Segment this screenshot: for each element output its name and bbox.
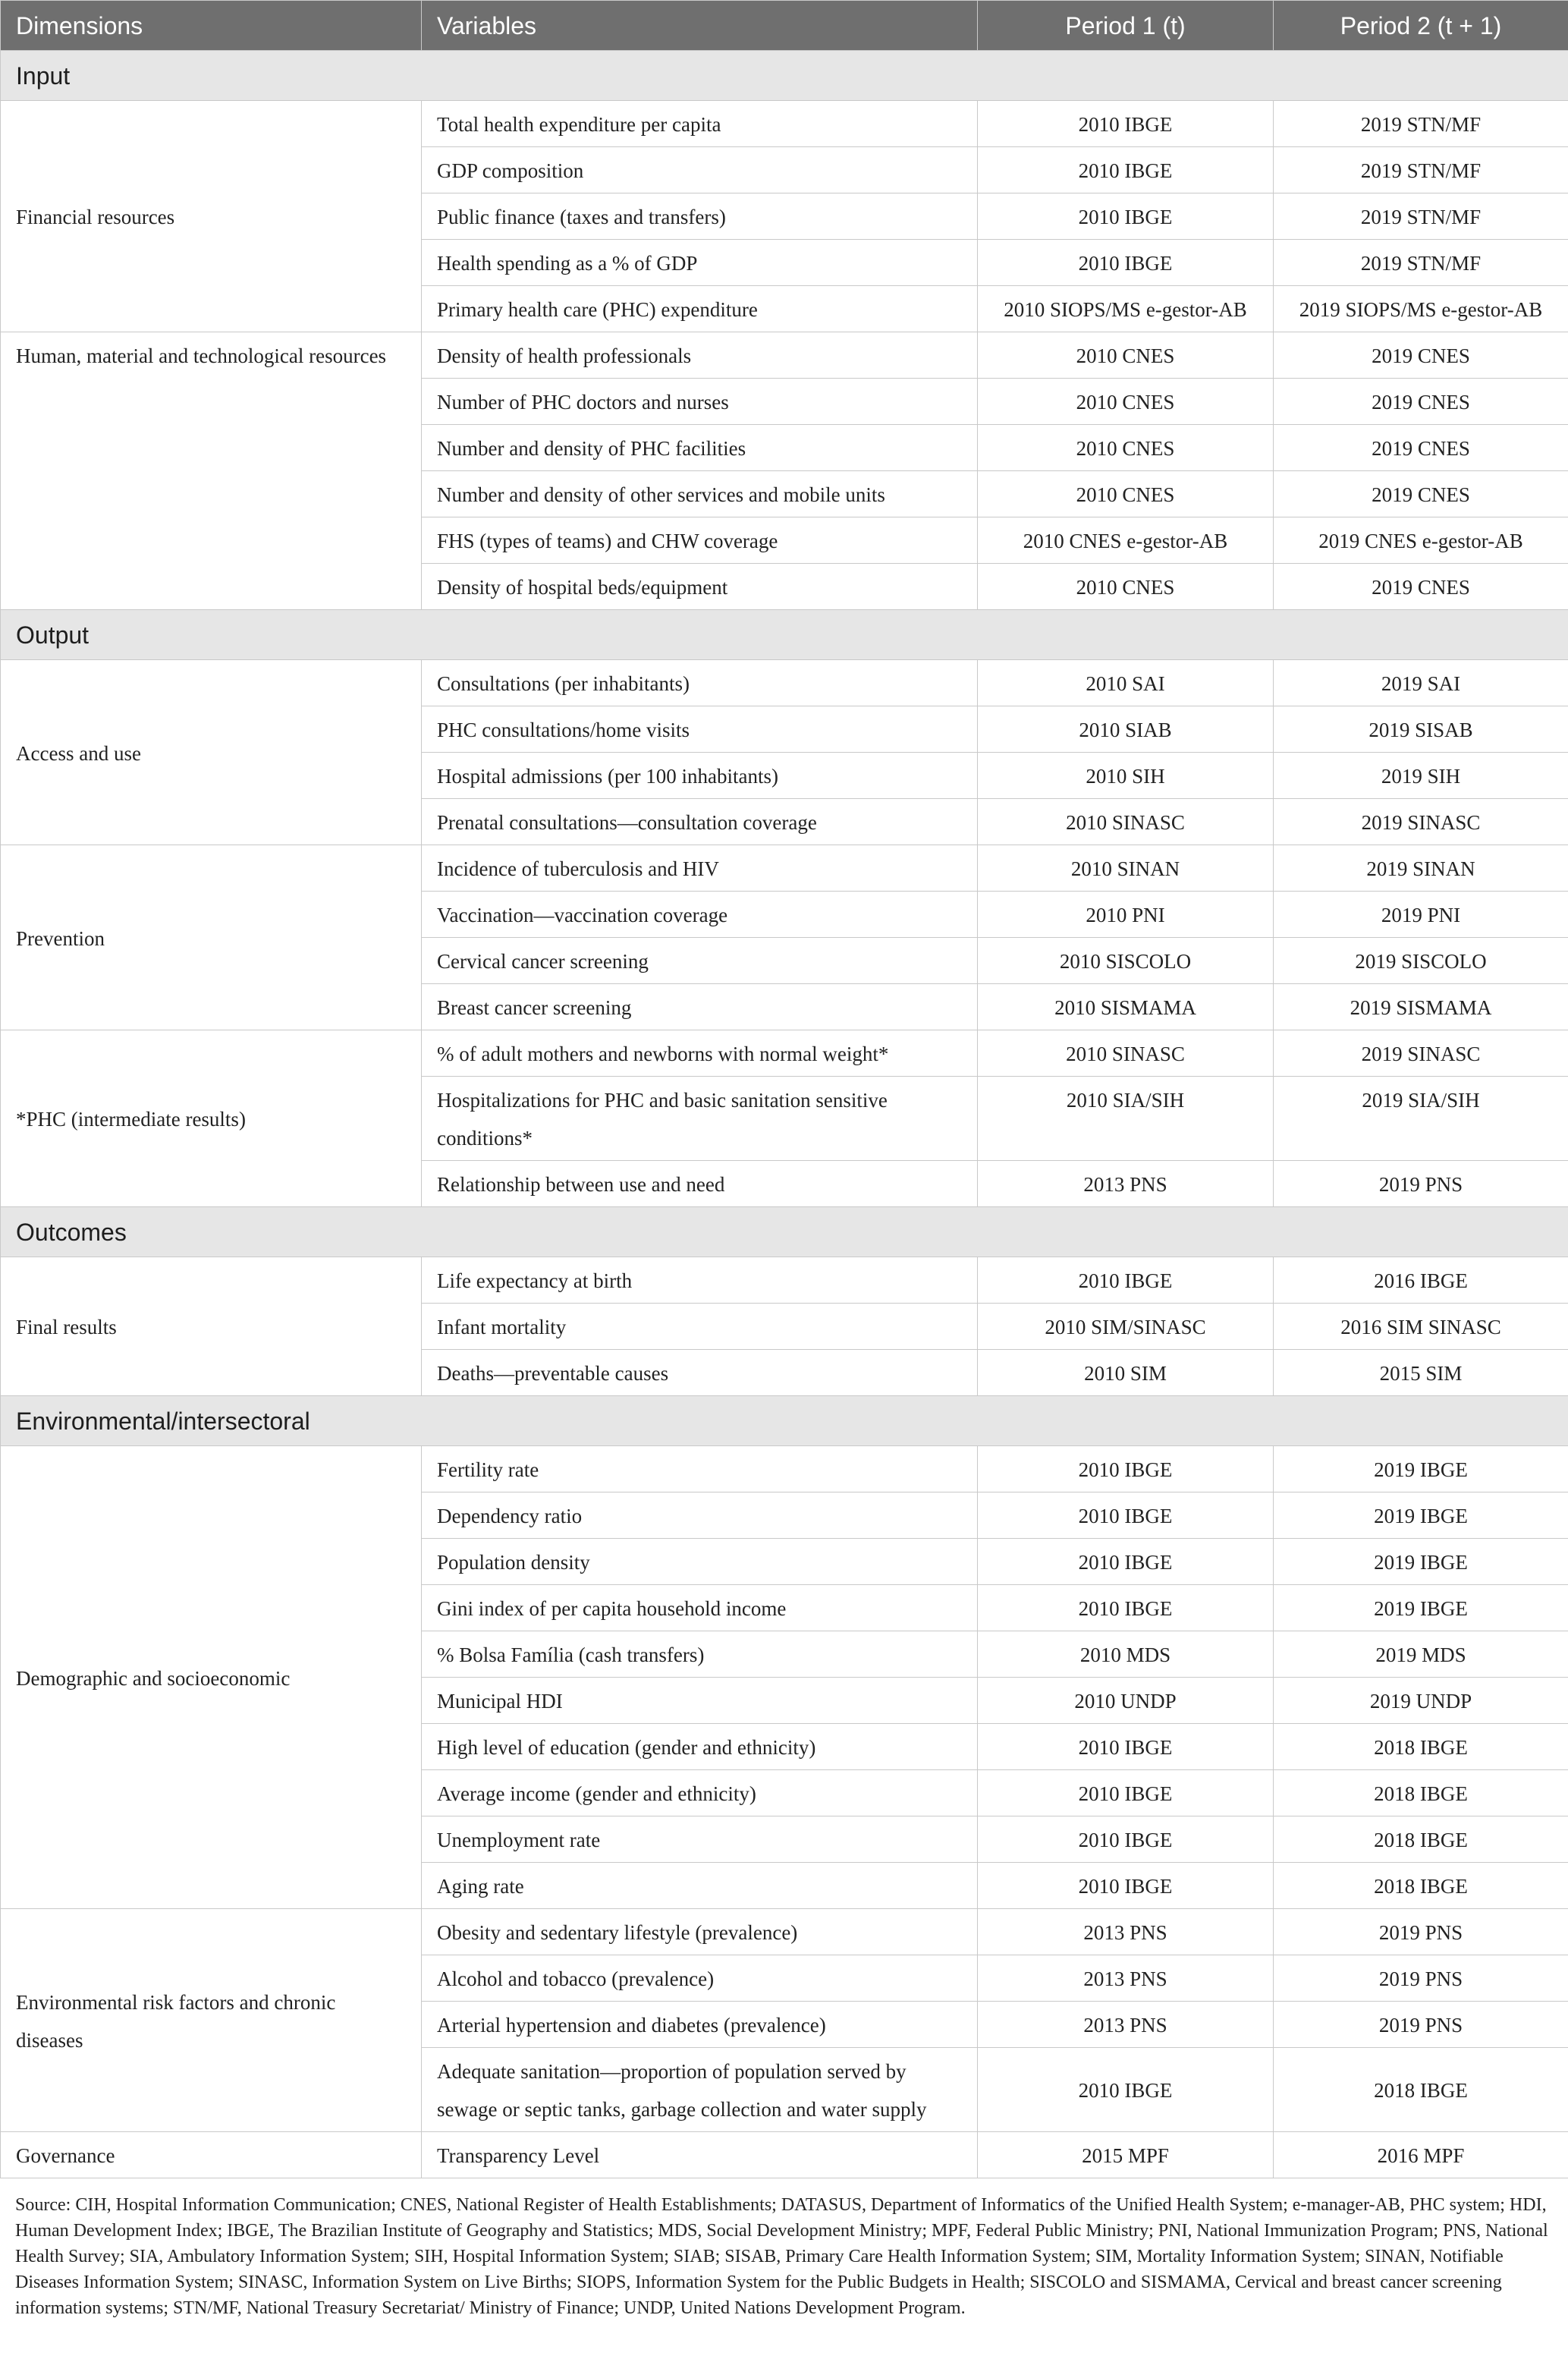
period-2-cell: 2018 IBGE — [1274, 2048, 1568, 2132]
section-title: Outcomes — [1, 1207, 1568, 1257]
header-period-2: Period 2 (t + 1) — [1274, 1, 1568, 51]
table-row — [1, 1909, 1568, 1955]
period-1-cell: 2013 PNS — [978, 2002, 1274, 2048]
dimension-cell: Environmental risk factors and chronic diseases — [1, 1909, 422, 2132]
period-2-cell: 2019 IBGE — [1274, 1539, 1568, 1585]
period-2-cell: 2019 SIH — [1274, 753, 1568, 799]
period-1-cell: 2010 SIM/SINASC — [978, 1304, 1274, 1350]
period-2-cell: 2018 IBGE — [1274, 1863, 1568, 1909]
period-1-cell: 2010 CNES — [978, 425, 1274, 471]
period-1-cell: 2013 PNS — [978, 1909, 1274, 1955]
variable-cell: Density of hospital beds/equipment — [422, 564, 978, 610]
period-2-cell: 2019 CNES — [1274, 425, 1568, 471]
period-2-cell: 2016 IBGE — [1274, 1257, 1568, 1304]
period-2-cell: 2019 IBGE — [1274, 1492, 1568, 1539]
dimension-cell: Demographic and socioeconomic — [1, 1446, 422, 1909]
period-2-cell: 2019 IBGE — [1274, 1585, 1568, 1631]
period-1-cell: 2010 SIOPS/MS e-gestor-AB — [978, 286, 1274, 332]
period-1-cell: 2010 IBGE — [978, 1257, 1274, 1304]
period-1-cell: 2010 SINAN — [978, 845, 1274, 892]
variable-cell: Municipal HDI — [422, 1678, 978, 1724]
variable-cell: % Bolsa Família (cash transfers) — [422, 1631, 978, 1678]
period-1-cell: 2010 SINASC — [978, 1030, 1274, 1077]
period-1-cell: 2010 SIH — [978, 753, 1274, 799]
table-row — [1, 2132, 1568, 2178]
period-2-cell: 2019 CNES — [1274, 564, 1568, 610]
period-2-cell: 2019 CNES — [1274, 471, 1568, 517]
variable-cell: Deaths—preventable causes — [422, 1350, 978, 1396]
section-row — [1, 610, 1568, 660]
period-1-cell: 2010 IBGE — [978, 1539, 1274, 1585]
period-2-cell: 2019 CNES — [1274, 332, 1568, 379]
variable-cell: % of adult mothers and newborns with normal weight* — [422, 1030, 978, 1077]
period-2-cell: 2019 IBGE — [1274, 1446, 1568, 1492]
period-1-cell: 2010 IBGE — [978, 1446, 1274, 1492]
dimension-cell: *PHC (intermediate results) — [1, 1030, 422, 1207]
section-title: Output — [1, 610, 1568, 660]
variable-cell: Prenatal consultations—consultation coverage — [422, 799, 978, 845]
variable-cell: FHS (types of teams) and CHW coverage — [422, 517, 978, 564]
period-2-cell: 2019 SIOPS/MS e-gestor-AB — [1274, 286, 1568, 332]
period-2-cell: 2018 IBGE — [1274, 1770, 1568, 1816]
variable-cell: Average income (gender and ethnicity) — [422, 1770, 978, 1816]
variable-cell: Alcohol and tobacco (prevalence) — [422, 1955, 978, 2002]
period-2-cell: 2019 CNES — [1274, 379, 1568, 425]
variable-cell: Breast cancer screening — [422, 984, 978, 1030]
table-row — [1, 332, 1568, 379]
variable-cell: Hospital admissions (per 100 inhabitants) — [422, 753, 978, 799]
period-1-cell: 2010 IBGE — [978, 1724, 1274, 1770]
variable-cell: Incidence of tuberculosis and HIV — [422, 845, 978, 892]
period-1-cell: 2010 SIA/SIH — [978, 1077, 1274, 1161]
variable-cell: Infant mortality — [422, 1304, 978, 1350]
table-row — [1, 1446, 1568, 1492]
period-2-cell: 2019 SISAB — [1274, 706, 1568, 753]
variable-cell: Density of health professionals — [422, 332, 978, 379]
period-2-cell: 2018 IBGE — [1274, 1724, 1568, 1770]
section-row — [1, 1396, 1568, 1446]
period-2-cell: 2019 PNI — [1274, 892, 1568, 938]
dimension-cell: Financial resources — [1, 101, 422, 332]
period-1-cell: 2010 SAI — [978, 660, 1274, 706]
variable-cell: Consultations (per inhabitants) — [422, 660, 978, 706]
period-1-cell: 2010 IBGE — [978, 1585, 1274, 1631]
period-2-cell: 2019 SINASC — [1274, 1030, 1568, 1077]
variable-cell: Primary health care (PHC) expenditure — [422, 286, 978, 332]
period-1-cell: 2010 UNDP — [978, 1678, 1274, 1724]
period-2-cell: 2019 STN/MF — [1274, 240, 1568, 286]
period-1-cell: 2010 IBGE — [978, 1492, 1274, 1539]
variable-cell: Hospitalizations for PHC and basic sanitation sensitive conditions* — [422, 1077, 978, 1161]
variable-cell: Health spending as a % of GDP — [422, 240, 978, 286]
period-1-cell: 2013 PNS — [978, 1161, 1274, 1207]
period-1-cell: 2010 IBGE — [978, 1816, 1274, 1863]
period-2-cell: 2016 MPF — [1274, 2132, 1568, 2178]
dimension-cell: Governance — [1, 2132, 422, 2178]
period-2-cell: 2019 CNES e-gestor-AB — [1274, 517, 1568, 564]
period-2-cell: 2019 PNS — [1274, 1909, 1568, 1955]
period-2-cell: 2018 IBGE — [1274, 1816, 1568, 1863]
period-1-cell: 2010 SISCOLO — [978, 938, 1274, 984]
period-2-cell: 2019 PNS — [1274, 1161, 1568, 1207]
period-1-cell: 2010 IBGE — [978, 101, 1274, 147]
period-1-cell: 2010 SIAB — [978, 706, 1274, 753]
header-variables: Variables — [422, 1, 978, 51]
period-1-cell: 2010 MDS — [978, 1631, 1274, 1678]
period-1-cell: 2010 SIM — [978, 1350, 1274, 1396]
variable-cell: Gini index of per capita household income — [422, 1585, 978, 1631]
period-2-cell: 2019 STN/MF — [1274, 147, 1568, 193]
table-body — [1, 51, 1568, 2178]
section-row — [1, 1207, 1568, 1257]
period-1-cell: 2010 IBGE — [978, 2048, 1274, 2132]
period-2-cell: 2019 SINAN — [1274, 845, 1568, 892]
variable-cell: Life expectancy at birth — [422, 1257, 978, 1304]
period-1-cell: 2010 CNES — [978, 471, 1274, 517]
period-2-cell: 2015 SIM — [1274, 1350, 1568, 1396]
period-1-cell: 2010 SISMAMA — [978, 984, 1274, 1030]
variable-cell: Arterial hypertension and diabetes (prevalence) — [422, 2002, 978, 2048]
variable-cell: Dependency ratio — [422, 1492, 978, 1539]
period-2-cell: 2019 SIA/SIH — [1274, 1077, 1568, 1161]
dimension-cell: Human, material and technological resources — [1, 332, 422, 610]
header-row — [1, 1, 1568, 51]
variable-cell: High level of education (gender and ethnicity) — [422, 1724, 978, 1770]
variable-cell: Adequate sanitation—proportion of population served by sewage or septic tanks, garbage collection and water supply — [422, 2048, 978, 2132]
section-title: Input — [1, 51, 1568, 101]
variable-cell: Unemployment rate — [422, 1816, 978, 1863]
variable-cell: Transparency Level — [422, 2132, 978, 2178]
dimension-cell: Final results — [1, 1257, 422, 1396]
period-2-cell: 2019 SISCOLO — [1274, 938, 1568, 984]
period-2-cell: 2019 MDS — [1274, 1631, 1568, 1678]
table-row — [1, 845, 1568, 892]
variable-cell: Total health expenditure per capita — [422, 101, 978, 147]
variable-cell: Number and density of other services and mobile units — [422, 471, 978, 517]
period-2-cell: 2019 SINASC — [1274, 799, 1568, 845]
variable-cell: GDP composition — [422, 147, 978, 193]
period-1-cell: 2010 IBGE — [978, 1770, 1274, 1816]
period-2-cell: 2019 PNS — [1274, 2002, 1568, 2048]
period-1-cell: 2010 IBGE — [978, 193, 1274, 240]
table-row — [1, 101, 1568, 147]
variable-cell: Population density — [422, 1539, 978, 1585]
variable-cell: Relationship between use and need — [422, 1161, 978, 1207]
variable-cell: Fertility rate — [422, 1446, 978, 1492]
period-2-cell: 2016 SIM SINASC — [1274, 1304, 1568, 1350]
period-2-cell: 2019 PNS — [1274, 1955, 1568, 2002]
variable-cell: Obesity and sedentary lifestyle (prevalence) — [422, 1909, 978, 1955]
period-1-cell: 2010 IBGE — [978, 147, 1274, 193]
section-row — [1, 51, 1568, 101]
period-1-cell: 2010 CNES — [978, 379, 1274, 425]
variable-cell: Cervical cancer screening — [422, 938, 978, 984]
variable-cell: PHC consultations/home visits — [422, 706, 978, 753]
section-title: Environmental/intersectoral — [1, 1396, 1568, 1446]
table-row — [1, 1030, 1568, 1077]
period-2-cell: 2019 SISMAMA — [1274, 984, 1568, 1030]
dimension-cell: Prevention — [1, 845, 422, 1030]
variable-cell: Number and density of PHC facilities — [422, 425, 978, 471]
period-1-cell: 2010 PNI — [978, 892, 1274, 938]
period-2-cell: 2019 UNDP — [1274, 1678, 1568, 1724]
variable-cell: Number of PHC doctors and nurses — [422, 379, 978, 425]
variable-cell: Public finance (taxes and transfers) — [422, 193, 978, 240]
period-1-cell: 2013 PNS — [978, 1955, 1274, 2002]
period-2-cell: 2019 SAI — [1274, 660, 1568, 706]
header-period-1: Period 1 (t) — [978, 1, 1274, 51]
period-2-cell: 2019 STN/MF — [1274, 101, 1568, 147]
period-1-cell: 2010 CNES e-gestor-AB — [978, 517, 1274, 564]
period-1-cell: 2015 MPF — [978, 2132, 1274, 2178]
table-row — [1, 1257, 1568, 1304]
period-1-cell: 2010 CNES — [978, 564, 1274, 610]
period-1-cell: 2010 IBGE — [978, 1863, 1274, 1909]
period-1-cell: 2010 IBGE — [978, 240, 1274, 286]
period-2-cell: 2019 STN/MF — [1274, 193, 1568, 240]
dimension-cell: Access and use — [1, 660, 422, 845]
source-footnote: Source: CIH, Hospital Information Communication; CNES, National Register of Health Establishments; DATASUS, Department of Informatics of the Unified Health System; e-manager-AB, PHC system; HDI, Human Development Index; IBGE, The Brazilian Institute of Geography and Statistics; MDS, Social Development Ministry; MPF, Federal Public Ministry; PNI, National Immunization Program; PNS, National Health Survey; SIA, Ambulatory Information System; SIH, Hospital Information System; SIAB; SISAB, Primary Care Health Information System; SIM, Mortality Information System; SINAN, Notifiable Diseases Information System; SINASC, Information System on Live Births; SIOPS, Information System for the Public Budgets in Health; SISCOLO and SISMAMA, Cervical and breast cancer screening information systems; STN/MF, National Treasury Secretariat/ Ministry of Finance; UNDP, United Nations Development Program. — [15, 2195, 1548, 2318]
variable-cell: Aging rate — [422, 1863, 978, 1909]
period-1-cell: 2010 SINASC — [978, 799, 1274, 845]
period-1-cell: 2010 CNES — [978, 332, 1274, 379]
variable-cell: Vaccination—vaccination coverage — [422, 892, 978, 938]
header-dimensions: Dimensions — [1, 1, 422, 51]
table-row — [1, 660, 1568, 706]
